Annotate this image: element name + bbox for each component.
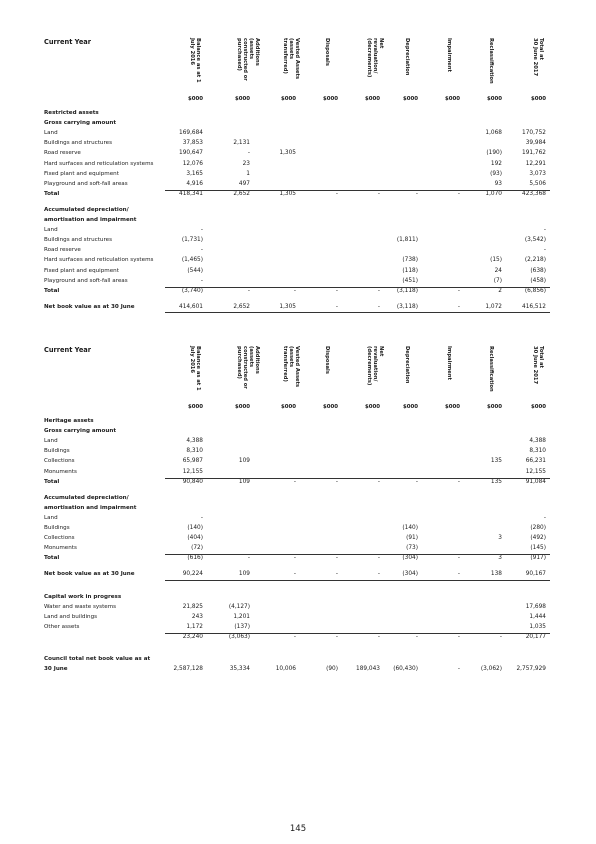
- table-cell: 1,305: [279, 150, 296, 157]
- table-cell: (304): [402, 555, 418, 562]
- currency-unit: $000: [402, 404, 418, 410]
- column-header: [308, 346, 352, 406]
- table-row: [0, 207, 596, 217]
- table-row: [0, 535, 596, 545]
- table-cell: 21,825: [182, 603, 203, 610]
- table-cell: 2,652: [233, 190, 250, 197]
- table-cell: (451): [402, 277, 418, 284]
- table-cell: -: [335, 190, 338, 197]
- table-cell: 109: [238, 571, 250, 578]
- row-label: Total: [44, 190, 60, 197]
- table-row: [0, 495, 596, 505]
- column-header-label: Total at 30 June 2017: [532, 346, 544, 385]
- table-cell: 24: [494, 267, 502, 274]
- table-cell: 12,155: [525, 468, 546, 475]
- row-label: 30 June: [44, 666, 68, 673]
- row-label: Fixed plant and equipment: [44, 170, 119, 177]
- table-cell: 4,916: [186, 180, 203, 187]
- table-cell: (3,542): [524, 237, 546, 244]
- column-header: [430, 38, 474, 98]
- currency-unit: $000: [364, 404, 380, 410]
- table-row: [0, 448, 596, 458]
- column-header-label: Disposals: [324, 38, 330, 66]
- table-cell: 93: [494, 180, 502, 187]
- column-header-label: Disposals: [324, 346, 330, 374]
- column-header: [220, 346, 264, 406]
- table-cell: (3,063): [228, 633, 250, 640]
- total-rule: [165, 554, 550, 555]
- table-cell: 1: [246, 170, 250, 177]
- row-label: Land: [44, 438, 58, 445]
- row-label: Total: [44, 555, 60, 562]
- table-cell: -: [335, 633, 338, 640]
- table-cell: -: [200, 514, 203, 521]
- column-header-label: Total at 30 June 2017: [532, 38, 544, 77]
- table-cell: 189,043: [356, 666, 380, 673]
- table-cell: -: [200, 227, 203, 234]
- column-header: [388, 38, 432, 98]
- total-rule: [165, 478, 550, 479]
- column-header-label: Net revaluation/ (decrements): [366, 38, 384, 78]
- table-cell: 1,201: [233, 613, 250, 620]
- row-label: Land: [44, 514, 58, 521]
- table-cell: (7): [493, 277, 502, 284]
- column-header-label: Net revaluation/ (decrements): [366, 346, 384, 386]
- table-row: [0, 217, 596, 227]
- table-cell: (145): [530, 545, 546, 552]
- table-row: [0, 268, 596, 278]
- section-title: Current Year: [44, 38, 91, 46]
- table-cell: 12,291: [525, 160, 546, 167]
- table-cell: (917): [530, 555, 546, 562]
- table-row: [0, 110, 596, 120]
- table-cell: (93): [490, 170, 502, 177]
- currency-unit: $000: [234, 96, 250, 102]
- table-cell: 65,987: [182, 458, 203, 465]
- table-cell: (3,062): [480, 666, 502, 673]
- table-row: [0, 505, 596, 515]
- row-label: Land: [44, 130, 58, 137]
- table-cell: 414,601: [179, 303, 203, 310]
- table-cell: 90,167: [525, 571, 546, 578]
- table-cell: 1,072: [485, 303, 502, 310]
- column-header-label: Vested Assets (assets transferred): [282, 346, 300, 388]
- column-header-label: Balance as at 1 July 2016: [189, 38, 201, 83]
- row-label: Collections: [44, 458, 75, 465]
- table-cell: 5,506: [529, 180, 546, 187]
- column-header-label: Depreciation: [404, 346, 410, 384]
- table-row: [0, 634, 596, 644]
- table-cell: 418,341: [179, 190, 203, 197]
- table-cell: 3,165: [186, 170, 203, 177]
- table-cell: -: [247, 555, 250, 562]
- total-rule: [165, 633, 550, 634]
- table-cell: 35,334: [229, 666, 250, 673]
- table-cell: 1,068: [485, 130, 502, 137]
- table-row: [0, 418, 596, 428]
- table-cell: 2: [498, 287, 502, 294]
- row-label: Other assets: [44, 623, 80, 630]
- row-label: Hard surfaces and reticulation systems: [44, 160, 154, 167]
- currency-unit: $000: [322, 96, 338, 102]
- table-cell: 3: [498, 535, 502, 542]
- table-cell: 90,840: [182, 478, 203, 485]
- table-cell: -: [335, 555, 338, 562]
- table-row: [0, 458, 596, 468]
- table-cell: (638): [530, 267, 546, 274]
- table-cell: 4,388: [186, 438, 203, 445]
- table-cell: (60,430): [393, 666, 418, 673]
- table-cell: 10,006: [275, 666, 296, 673]
- row-label: Hard surfaces and reticulation systems: [44, 257, 154, 264]
- table-cell: (304): [402, 571, 418, 578]
- table-cell: 1,444: [529, 613, 546, 620]
- row-label: Buildings: [44, 448, 70, 455]
- row-label: Council total net book value as at: [44, 656, 151, 662]
- table-cell: -: [457, 571, 460, 578]
- table-row: [0, 120, 596, 130]
- table-row: [0, 140, 596, 150]
- table-cell: (190): [486, 150, 502, 157]
- table-cell: -: [457, 287, 460, 294]
- table-row: [0, 237, 596, 247]
- currency-unit: $000: [187, 96, 203, 102]
- table-row: [0, 525, 596, 535]
- table-row: [0, 555, 596, 565]
- row-label: Gross carrying amount: [44, 428, 116, 435]
- table-row: [0, 594, 596, 604]
- table-cell: -: [293, 633, 296, 640]
- column-header: [173, 346, 217, 406]
- table-cell: (73): [406, 545, 418, 552]
- table-cell: -: [247, 150, 250, 157]
- row-label: Net book value as at 30 June: [44, 303, 135, 310]
- table-cell: -: [377, 478, 380, 485]
- table-cell: (3,740): [181, 287, 203, 294]
- column-header-label: Reclassification: [488, 38, 494, 84]
- table-cell: (1,465): [181, 257, 203, 264]
- table-cell: -: [200, 247, 203, 254]
- table-row: [0, 515, 596, 525]
- currency-unit: $000: [486, 404, 502, 410]
- table-cell: (1,731): [181, 237, 203, 244]
- row-label: Land: [44, 227, 58, 234]
- table-cell: 192: [490, 160, 502, 167]
- table-cell: 109: [238, 458, 250, 465]
- currency-unit: $000: [364, 96, 380, 102]
- table-row: [0, 247, 596, 257]
- table-cell: 20,177: [525, 633, 546, 640]
- table-cell: -: [415, 633, 418, 640]
- table-cell: (404): [187, 535, 203, 542]
- table-cell: (91): [406, 535, 418, 542]
- total-rule: [165, 287, 550, 288]
- table-cell: 416,512: [522, 303, 546, 310]
- table-cell: 423,368: [522, 190, 546, 197]
- column-header-label: Additions (assets constructed or purchased): [236, 346, 260, 389]
- table-cell: -: [499, 633, 502, 640]
- row-label: Restricted assets: [44, 110, 99, 116]
- table-cell: -: [543, 227, 546, 234]
- row-label: Playground and soft-fall areas: [44, 180, 128, 187]
- row-label: Accumulated depreciation/: [44, 494, 129, 501]
- table-cell: 2,757,929: [516, 666, 546, 673]
- table-cell: -: [415, 190, 418, 197]
- table-cell: (616): [187, 555, 203, 562]
- row-label: Road reserve: [44, 150, 81, 157]
- column-header: [472, 346, 516, 406]
- row-label: Total: [44, 287, 60, 294]
- table-row: [0, 171, 596, 181]
- currency-unit: $000: [530, 96, 546, 102]
- row-label: Buildings: [44, 525, 70, 531]
- row-label: Water and waste systems: [44, 603, 117, 610]
- table-cell: (738): [402, 257, 418, 264]
- table-cell: (3,118): [396, 303, 418, 310]
- table-cell: -: [377, 303, 380, 310]
- table-cell: (118): [402, 267, 418, 274]
- row-label: Total: [44, 478, 60, 485]
- total-rule: [165, 190, 550, 191]
- column-header: [173, 38, 217, 98]
- table-cell: 135: [490, 478, 502, 485]
- row-label: Collections: [44, 535, 75, 542]
- net-rule: [165, 312, 550, 313]
- table-cell: -: [293, 478, 296, 485]
- table-cell: 17,698: [525, 603, 546, 610]
- table-cell: 1,305: [279, 190, 296, 197]
- table-row: [0, 191, 596, 201]
- table-cell: -: [415, 478, 418, 485]
- table-cell: 4,388: [529, 438, 546, 445]
- table-cell: (6,856): [524, 287, 546, 294]
- column-header: [388, 346, 432, 406]
- table-cell: 109: [238, 478, 250, 485]
- table-cell: (90): [326, 666, 338, 673]
- currency-unit: $000: [530, 404, 546, 410]
- column-header-label: Reclassification: [488, 346, 494, 392]
- table-cell: -: [293, 287, 296, 294]
- currency-unit: $000: [444, 96, 460, 102]
- column-header: [266, 38, 310, 98]
- table-cell: 138: [490, 571, 502, 578]
- table-row: [0, 428, 596, 438]
- table-cell: -: [200, 277, 203, 284]
- table-cell: 1,070: [485, 190, 502, 197]
- column-header: [266, 346, 310, 406]
- table-cell: -: [293, 571, 296, 578]
- table-row: [0, 604, 596, 614]
- table-row: [0, 438, 596, 448]
- currency-unit: $000: [280, 96, 296, 102]
- table-row: [0, 479, 596, 489]
- table-cell: -: [377, 190, 380, 197]
- column-header-label: Balance as at 1 July 2016: [189, 346, 201, 391]
- table-row: [0, 227, 596, 237]
- table-cell: 12,076: [182, 160, 203, 167]
- table-cell: 191,762: [522, 150, 546, 157]
- column-header: [516, 346, 560, 406]
- table-row: [0, 288, 596, 298]
- table-cell: -: [457, 633, 460, 640]
- section-title: Current Year: [44, 346, 91, 354]
- table-cell: 91,084: [525, 478, 546, 485]
- table-cell: -: [335, 303, 338, 310]
- table-cell: (280): [530, 525, 546, 531]
- table-cell: 2,652: [233, 303, 250, 310]
- table-cell: 8,310: [529, 448, 546, 455]
- table-cell: -: [457, 666, 460, 673]
- currency-unit: $000: [234, 404, 250, 410]
- table-cell: (140): [402, 525, 418, 531]
- row-label: Buildings and structures: [44, 237, 112, 244]
- row-label: Land and buildings: [44, 613, 98, 620]
- table-cell: 135: [490, 458, 502, 465]
- table-cell: 497: [238, 180, 250, 187]
- table-cell: (492): [530, 535, 546, 542]
- row-label: Road reserve: [44, 247, 81, 254]
- table-cell: (1,811): [396, 237, 418, 244]
- column-header: [430, 346, 474, 406]
- table-cell: -: [457, 190, 460, 197]
- table-cell: (72): [191, 545, 203, 552]
- table-cell: -: [335, 571, 338, 578]
- table-cell: -: [377, 555, 380, 562]
- currency-unit: $000: [402, 96, 418, 102]
- currency-unit: $000: [322, 404, 338, 410]
- currency-unit: $000: [444, 404, 460, 410]
- table-cell: -: [543, 514, 546, 521]
- column-header-label: Impairment: [446, 38, 452, 72]
- table-cell: 23,240: [182, 633, 203, 640]
- table-cell: 2,587,128: [173, 666, 203, 673]
- table-cell: (458): [530, 277, 546, 284]
- table-cell: 3: [498, 555, 502, 562]
- table-cell: 3,073: [529, 170, 546, 177]
- table-cell: 1,172: [186, 623, 203, 630]
- row-label: amortisation and impairment: [44, 504, 137, 511]
- table-cell: 169,684: [179, 130, 203, 137]
- table-row: [0, 257, 596, 267]
- column-header: [308, 38, 352, 98]
- table-cell: 2,131: [233, 140, 250, 147]
- table-cell: -: [457, 555, 460, 562]
- table-cell: 1,035: [529, 623, 546, 630]
- table-row: [0, 161, 596, 171]
- table-cell: (137): [234, 623, 250, 630]
- table-row: [0, 150, 596, 160]
- table-row: [0, 656, 596, 666]
- table-cell: (140): [187, 525, 203, 531]
- table-cell: 23: [242, 160, 250, 167]
- row-label: Heritage assets: [44, 418, 94, 424]
- table-cell: -: [377, 633, 380, 640]
- row-label: Monuments: [44, 545, 77, 552]
- row-label: Fixed plant and equipment: [44, 267, 119, 274]
- table-cell: 243: [191, 613, 203, 620]
- table-cell: 12,155: [182, 468, 203, 475]
- table-cell: (2,218): [524, 257, 546, 264]
- row-label: Buildings and structures: [44, 140, 112, 147]
- table-cell: 37,853: [182, 140, 203, 147]
- currency-unit: $000: [486, 96, 502, 102]
- table-row: [0, 614, 596, 624]
- table-cell: -: [377, 287, 380, 294]
- table-cell: -: [335, 287, 338, 294]
- row-label: amortisation and impairment: [44, 217, 137, 223]
- table-cell: 170,752: [522, 130, 546, 137]
- table-cell: 90,224: [182, 571, 203, 578]
- row-label: Gross carrying amount: [44, 120, 116, 127]
- table-cell: -: [293, 555, 296, 562]
- table-cell: 39,984: [525, 140, 546, 147]
- column-header-label: Vested Assets (assets transferred): [282, 38, 300, 80]
- column-header-label: Depreciation: [404, 38, 410, 76]
- table-cell: -: [543, 247, 546, 254]
- table-cell: (15): [490, 257, 502, 264]
- table-row: [0, 666, 596, 676]
- table-cell: 190,647: [179, 150, 203, 157]
- table-cell: -: [247, 287, 250, 294]
- row-label: Monuments: [44, 468, 77, 475]
- table-cell: 8,310: [186, 448, 203, 455]
- row-label: Net book value as at 30 June: [44, 571, 135, 578]
- table-cell: 1,305: [279, 303, 296, 310]
- row-label: Capital work in progress: [44, 593, 122, 600]
- currency-unit: $000: [280, 404, 296, 410]
- table-cell: -: [457, 478, 460, 485]
- row-label: Playground and soft-fall areas: [44, 277, 128, 284]
- column-header: [472, 38, 516, 98]
- table-cell: (4,127): [228, 603, 250, 610]
- table-cell: 66,231: [525, 458, 546, 465]
- page-number: 145: [289, 824, 307, 834]
- table-cell: (3,118): [396, 287, 418, 294]
- column-header: [516, 38, 560, 98]
- table-cell: (544): [187, 267, 203, 274]
- table-row: [0, 130, 596, 140]
- table-cell: -: [377, 571, 380, 578]
- column-header-label: Additions (assets constructed or purchased): [236, 38, 260, 81]
- currency-unit: $000: [187, 404, 203, 410]
- column-header-label: Impairment: [446, 346, 452, 380]
- table-cell: -: [335, 478, 338, 485]
- table-cell: -: [457, 303, 460, 310]
- column-header: [220, 38, 264, 98]
- row-label: Accumulated depreciation/: [44, 206, 129, 213]
